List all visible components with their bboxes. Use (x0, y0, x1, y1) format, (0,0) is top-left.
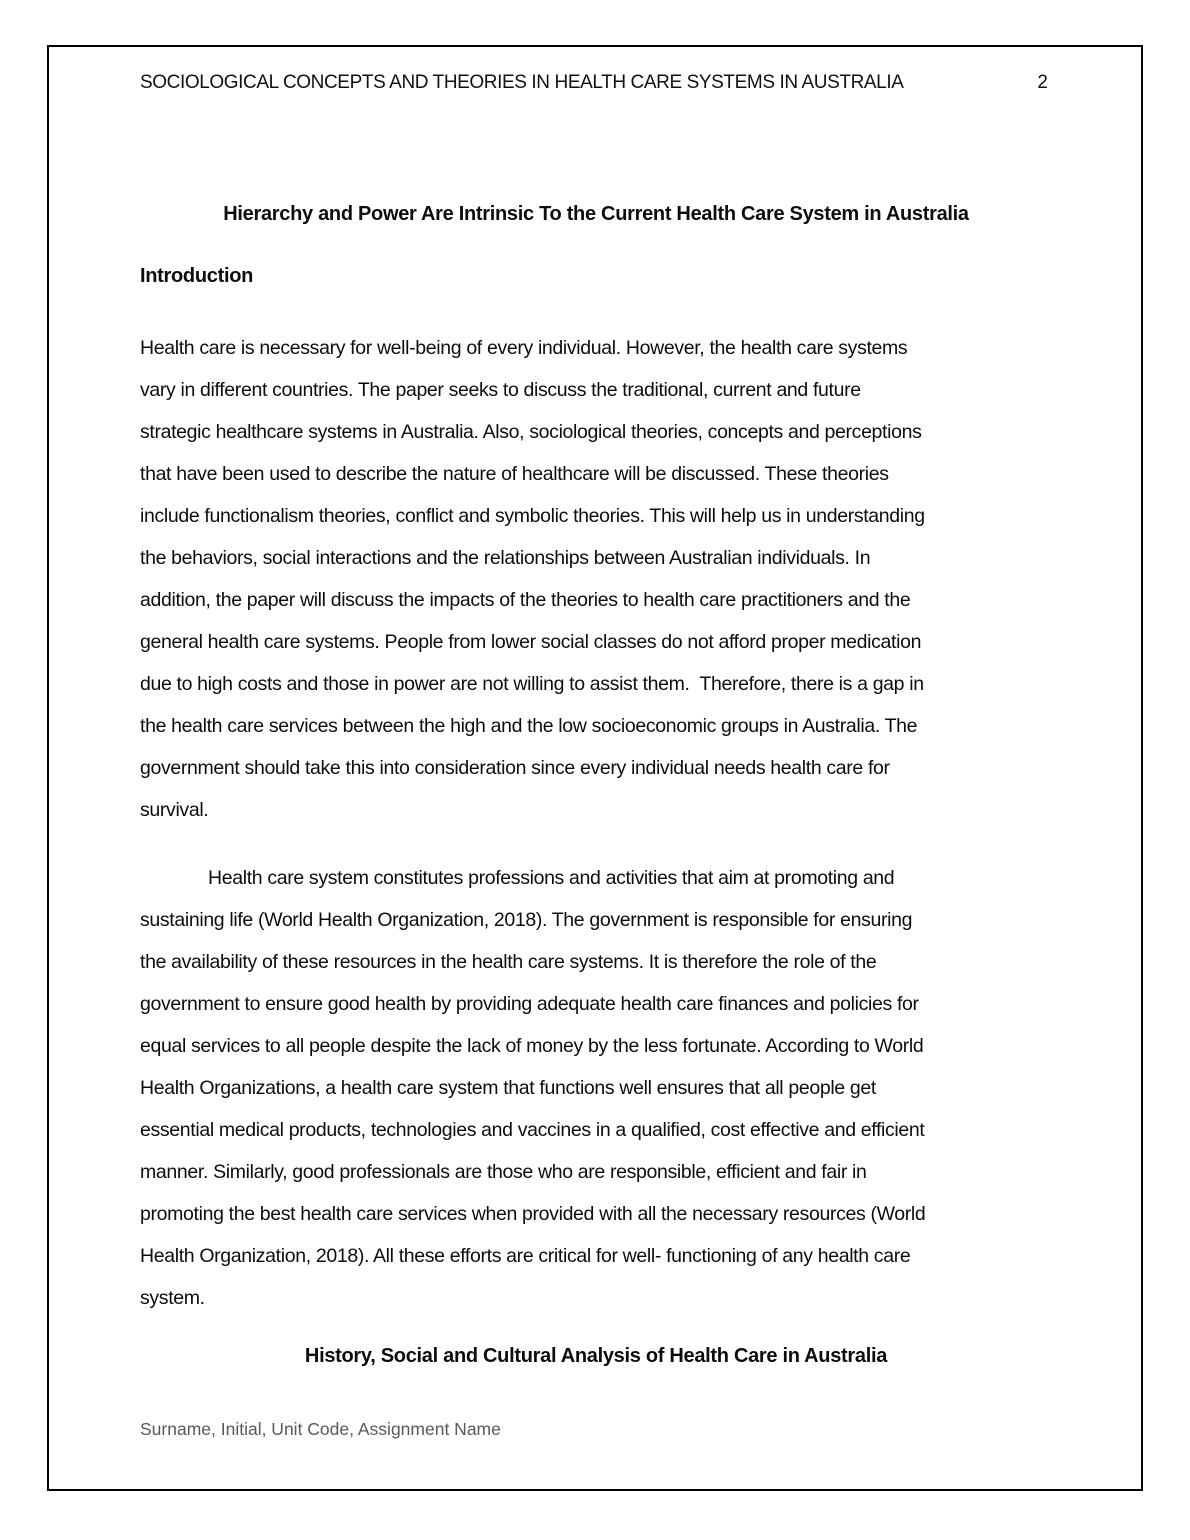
text-line: essential medical products, technologies and vaccines in a qualified, cost effective and efficient (140, 1119, 925, 1141)
footer-note: Surname, Initial, Unit Code, Assignment Name (140, 1419, 501, 1439)
text-line: Health Organizations, a health care system that functions well ensures that all people get (140, 1077, 876, 1099)
text-line: vary in different countries. The paper seeks to discuss the traditional, current and future (140, 379, 861, 401)
text-line: Health care is necessary for well-being of every individual. However, the health care systems (140, 337, 908, 359)
essay-title: Hierarchy and Power Are Intrinsic To the Current Health Care System in Australia (223, 203, 969, 225)
text-line: promoting the best health care services when provided with all the necessary resources (World (140, 1203, 926, 1225)
text-line: the behaviors, social interactions and the relationships between Australian individuals. In (140, 547, 871, 569)
text-line: the health care services between the high and the low socioeconomic groups in Australia. The (140, 715, 918, 737)
introduction-paragraph (140, 327, 1052, 831)
text-line: strategic healthcare systems in Australia. Also, sociological theories, concepts and perceptions (140, 421, 922, 443)
text-line: government to ensure good health by providing adequate health care finances and policies for (140, 993, 919, 1015)
text-line: Health care system constitutes professions and activities that aim at promoting and (208, 867, 895, 889)
text-line: include functionalism theories, conflict and symbolic theories. This will help us in understanding (140, 505, 925, 527)
page-number: 2 (1037, 72, 1048, 93)
text-line: equal services to all people despite the lack of money by the less fortunate. According to World (140, 1035, 924, 1057)
text-line: the availability of these resources in the health care systems. It is therefore the role of the (140, 951, 877, 973)
history-section-heading: History, Social and Cultural Analysis of Health Care in Australia (304, 1345, 888, 1367)
text-line: sustaining life (World Health Organization, 2018). The government is responsible for ensuring (140, 909, 913, 931)
text-line: manner. Similarly, good professionals are those who are responsible, efficient and fair in (140, 1161, 867, 1183)
introduction-heading: Introduction (140, 265, 254, 287)
text-line: that have been used to describe the nature of healthcare will be discussed. These theories (140, 463, 889, 485)
text-line: general health care systems. People from lower social classes do not afford proper medication (140, 631, 922, 653)
text-line: government should take this into consideration since every individual needs health care for (140, 757, 890, 779)
text-line: survival. (140, 799, 209, 821)
text-line: due to high costs and those in power are not willing to assist them. Therefore, there is a gap in (140, 673, 924, 695)
health-care-system-paragraph (140, 857, 1052, 1319)
text-line: Health Organization, 2018). All these efforts are critical for well- functioning of any health care (140, 1245, 911, 1267)
text-line: addition, the paper will discuss the impacts of the theories to health care practitioners and the (140, 589, 911, 611)
text-line: system. (140, 1287, 205, 1309)
page-header (140, 72, 1052, 94)
running-head: SOCIOLOGICAL CONCEPTS AND THEORIES IN HEALTH CARE SYSTEMS IN AUSTRALIA (140, 72, 904, 93)
